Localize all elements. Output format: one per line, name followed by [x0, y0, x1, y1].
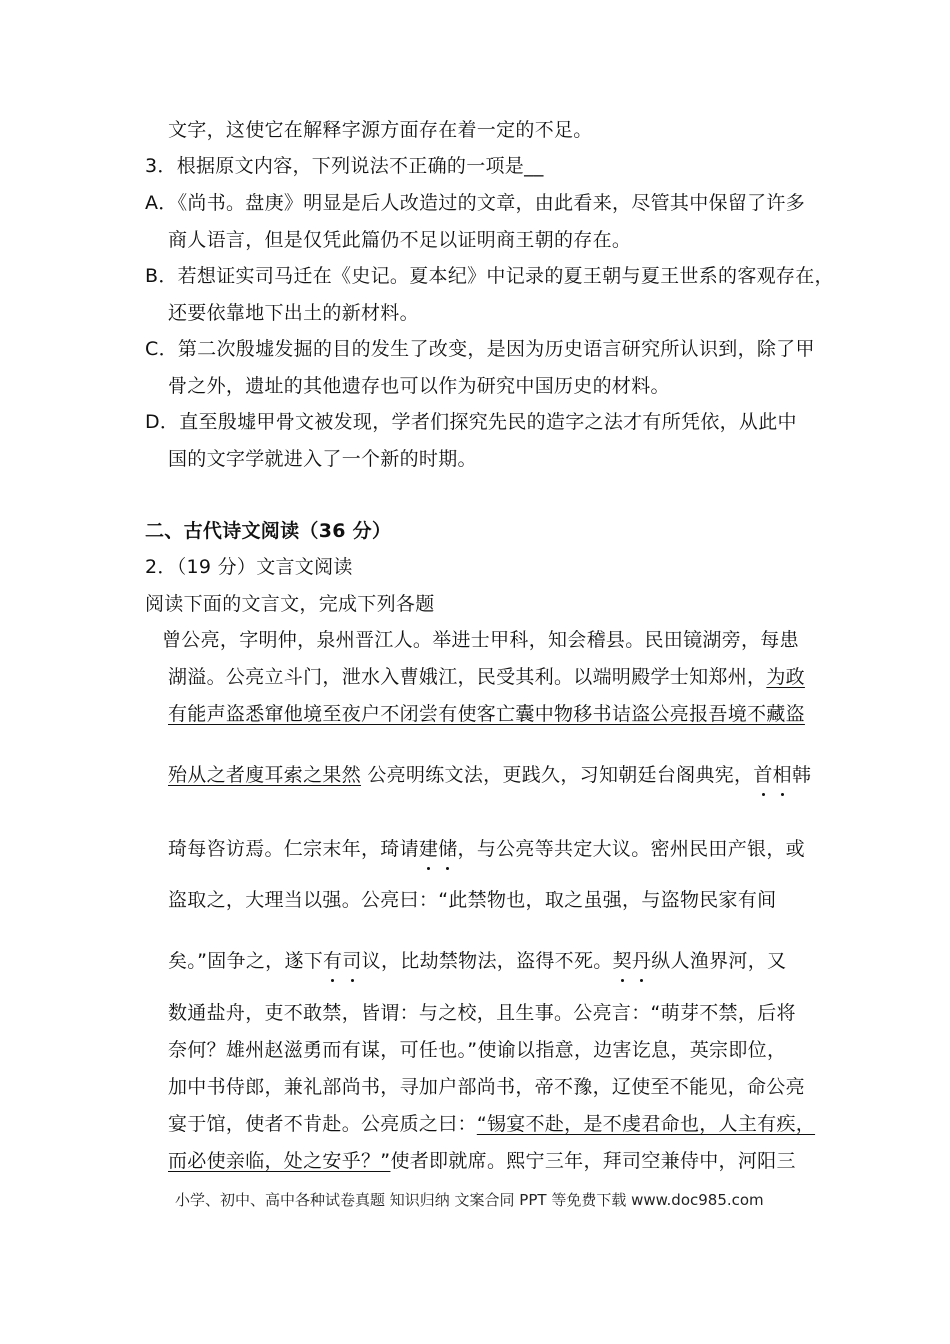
- option-d-line2: 国的文字学就进入了一个新的时期。: [168, 448, 477, 470]
- dotted-char: 丹: [631, 950, 652, 972]
- option-c-line2: 骨之外，遗址的其他遗存也可以作为研究中国历史的材料。: [168, 375, 670, 397]
- dotted-char: 储: [438, 838, 458, 860]
- underlined-text: 而必使亲临，处之安乎？”: [168, 1150, 391, 1172]
- sub-heading: 2．（19 分）文言文阅读: [145, 556, 353, 578]
- underlined-text: “锡宴不赴，是不虔君命也，人主有疾，: [476, 1113, 816, 1135]
- passage-text: 纵人渔界河，又: [651, 950, 787, 972]
- underlined-passage-line: 有能声盗悉窜他境至夜户不闭尝有使客亡囊中物移书诘盗公亮报吾境不藏盗: [168, 703, 805, 725]
- passage-line: [168, 762, 811, 788]
- instruction: 阅读下面的文言文，完成下列各题: [145, 593, 435, 615]
- passage-line: [168, 836, 805, 862]
- passage-line: 曾公亮，字明仲，泉州晋江人。举进士甲科，知会稽县。民田镜湖旁，每患: [162, 629, 799, 651]
- passage-line: [168, 1148, 796, 1174]
- underlined-text: 殆从之者廋耳索之果然: [168, 764, 362, 786]
- option-b-line1: B．若想证实司马迁在《史记。夏本纪》中记录的夏王朝与夏王世系的客观存在，: [145, 265, 834, 287]
- passage-text: 公亮明练文法，更践久，习知朝廷台阁典宪，: [361, 764, 754, 786]
- passage-text: 宴于馆，使者不肯赴。公亮质之曰：: [168, 1113, 477, 1135]
- passage-line: 数通盐舟，吏不敢禁，皆谓：与之校，且生事。公亮言：“萌芽不禁，后将: [168, 1002, 796, 1024]
- passage-text: 议，比劫禁物法，盗得不死。: [361, 950, 613, 972]
- passage-line: [168, 1111, 815, 1137]
- option-a-line1: A．《尚书。盘庚》明显是后人改造过的文章，由此看来，尽管其中保留了许多: [145, 192, 805, 214]
- dotted-char: 契: [612, 950, 632, 972]
- section-heading: 二、古代诗文阅读（36 分）: [145, 520, 392, 542]
- passage-line: 盗取之，大理当以强。公亮曰：“此禁物也，取之虽强，与盗物民家有间: [168, 889, 777, 911]
- page-footer: 小学、初中、高中各种试卷真题 知识归纳 文案合同 PPT 等免费下载 www.doc985.com: [175, 1191, 764, 1209]
- question3-stem: 3．根据原文内容，下列说法不正确的一项是__: [145, 155, 544, 177]
- dotted-char: 建: [418, 838, 439, 860]
- dotted-char: 相: [772, 764, 792, 786]
- option-b-line2: 还要依靠地下出土的新材料。: [168, 302, 419, 324]
- option-a-line2: 商人语言，但是仅凭此篇仍不足以证明商王朝的存在。: [168, 229, 632, 251]
- dotted-char: 司: [342, 950, 362, 972]
- passage-line: 奈何？雄州赵滋勇而有谋，可任也。”使谕以指意，边害讫息，英宗即位，: [168, 1039, 787, 1061]
- passage-text: 韩: [791, 764, 812, 786]
- underlined-text: 为政: [766, 666, 805, 688]
- passage-line: [168, 664, 805, 690]
- passage-line: [168, 948, 786, 974]
- passage-text: 湖溢。公亮立斗门，泄水入曹娥江，民受其利。以端明殿学士知郑州，: [168, 666, 767, 688]
- passage-text: 琦每咨访焉。仁宗末年，琦请: [168, 838, 419, 860]
- passage-text: 使者即就席。熙宁三年，拜司空兼侍中，河阳三: [390, 1150, 796, 1172]
- passage-text: ，与公亮等共定大议。密州民田产银，或: [457, 838, 805, 860]
- option-d-line1: D．直至殷墟甲骨文被发现，学者们探究先民的造字之法才有所凭依，从此中: [145, 411, 797, 433]
- option-c-line1: C．第二次殷墟发掘的目的发生了改变，是因为历史语言研究所认识到，除了甲: [145, 338, 815, 360]
- prev-paragraph-line: 文字，这使它在解释字源方面存在着一定的不足。: [168, 119, 593, 141]
- passage-text: 矣。”固争之，遂下: [168, 950, 324, 972]
- dotted-char: 有: [323, 950, 343, 972]
- dotted-char: 首: [753, 764, 773, 786]
- passage-line: 加中书侍郎，兼礼部尚书，寻加户部尚书，帝不豫，辽使至不能见，命公亮: [168, 1076, 805, 1098]
